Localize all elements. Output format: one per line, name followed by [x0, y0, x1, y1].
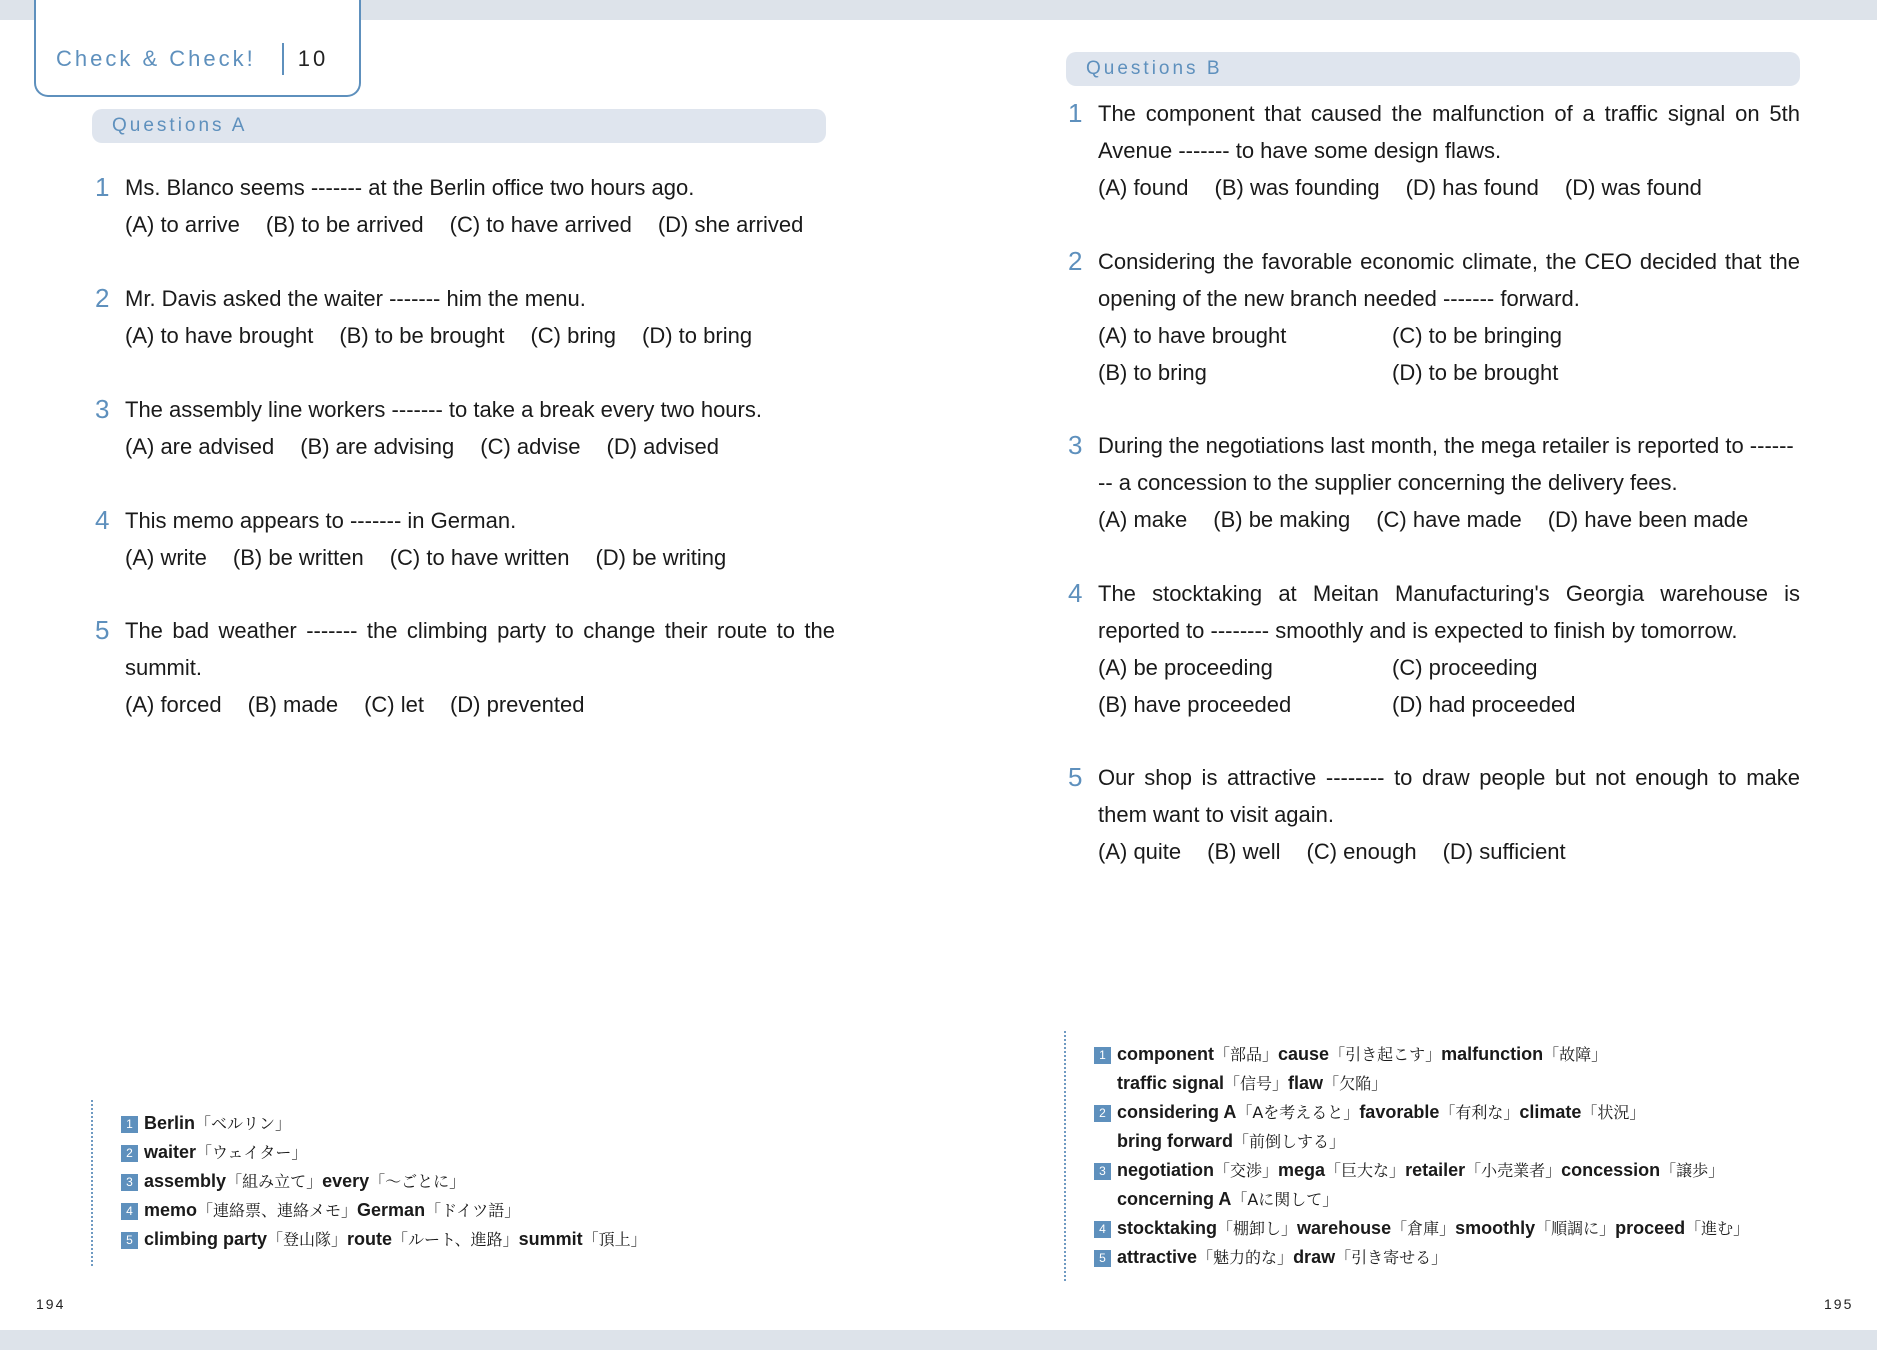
answer-options	[125, 428, 835, 465]
vocabulary-notes	[91, 1100, 731, 1266]
section-header-questions-b: Questions B	[1066, 52, 1800, 86]
left-page	[0, 20, 938, 1330]
option-c[interactable]: (C) bring	[530, 323, 617, 348]
vocab-gloss: 「順調に」	[1535, 1219, 1616, 1238]
vocab-number-badge: 4	[121, 1203, 138, 1220]
vocab-term: stocktaking	[1117, 1218, 1218, 1238]
vocab-gloss: 「倉庫」	[1391, 1219, 1456, 1238]
question-a4	[95, 502, 835, 576]
vocab-number-badge: 3	[121, 1174, 138, 1191]
vocab-term: climate	[1519, 1102, 1582, 1122]
vocab-term: Berlin	[144, 1113, 196, 1133]
question-b2	[1068, 243, 1800, 391]
question-a3	[95, 391, 835, 465]
question-stem: Our shop is attractive -------- to draw people but not enough to make them want to visit again.	[1098, 765, 1800, 827]
option-d[interactable]: (D) was found	[1564, 175, 1702, 200]
vocab-gloss: 「Aに関して」	[1231, 1190, 1339, 1209]
vocab-gloss: 「交渉」	[1214, 1161, 1279, 1180]
question-b4	[1068, 575, 1800, 723]
vocab-line	[121, 1167, 731, 1196]
vocab-gloss: 「連絡票、連絡メモ」	[197, 1201, 358, 1220]
option-c[interactable]: (C) to have arrived	[449, 212, 632, 237]
vocab-term: memo	[144, 1200, 198, 1220]
option-b[interactable]: (B) have proceeded	[1098, 692, 1292, 717]
option-a[interactable]: (A) forced	[125, 692, 222, 717]
vocab-number-badge: 2	[121, 1145, 138, 1162]
question-number: 4	[95, 505, 110, 535]
answer-options	[125, 686, 835, 723]
option-d[interactable]: (D) be writing	[595, 545, 727, 570]
vocab-line	[1094, 1127, 1784, 1156]
vocab-term: flaw	[1288, 1073, 1324, 1093]
vocab-line	[1094, 1214, 1784, 1243]
right-page	[938, 20, 1877, 1330]
vocab-term: bring forward	[1117, 1131, 1233, 1151]
vocab-gloss: 「頂上」	[582, 1230, 647, 1249]
book-spread	[0, 20, 1877, 1330]
vocab-gloss: 「魅力的な」	[1197, 1248, 1294, 1267]
answer-options	[1098, 833, 1800, 870]
question-stem: The stocktaking at Meitan Manufacturing's Georgia warehouse is reported to -------- smoothly and is expected to finish by tomorrow.	[1098, 581, 1800, 643]
option-c[interactable]: (C) to be bringing	[1392, 323, 1562, 348]
option-b[interactable]: (B) well	[1207, 839, 1281, 864]
vocab-term: waiter	[144, 1142, 197, 1162]
option-b[interactable]: (B) are advising	[300, 434, 455, 459]
option-a[interactable]: (A) are advised	[125, 434, 275, 459]
vocab-gloss: 「ルート、進路」	[392, 1230, 519, 1249]
vocab-number-badge: 3	[1094, 1163, 1111, 1180]
option-c[interactable]: (C) to have written	[389, 545, 570, 570]
option-a[interactable]: (A) write	[125, 545, 207, 570]
question-stem: Mr. Davis asked the waiter ------- him the menu.	[125, 286, 586, 311]
question-number: 2	[95, 283, 110, 313]
question-stem: The bad weather ------- the climbing party to change their route to the summit.	[125, 618, 835, 680]
option-b[interactable]: (B) made	[247, 692, 339, 717]
question-number: 5	[95, 615, 110, 645]
question-number: 1	[95, 172, 110, 202]
vocab-term: climbing party	[144, 1229, 268, 1249]
option-a[interactable]: (A) to have brought	[1098, 323, 1287, 348]
question-number: 5	[1068, 762, 1083, 792]
vocab-term: smoothly	[1455, 1218, 1536, 1238]
vocab-term: assembly	[144, 1171, 227, 1191]
answer-options	[1098, 649, 1800, 723]
question-b5	[1068, 759, 1800, 870]
chapter-divider	[282, 43, 284, 75]
vocab-term: warehouse	[1297, 1218, 1392, 1238]
vocab-term: concerning A	[1117, 1189, 1232, 1209]
answer-options	[1098, 317, 1800, 391]
vocab-term: mega	[1278, 1160, 1326, 1180]
vocab-line	[121, 1109, 731, 1138]
option-a[interactable]: (A) be proceeding	[1098, 655, 1273, 680]
vocab-gloss: 「状況」	[1581, 1103, 1646, 1122]
option-d[interactable]: (D) to bring	[642, 323, 753, 348]
vocab-gloss: 「Aを考えると」	[1236, 1103, 1360, 1122]
question-a2	[95, 280, 835, 354]
page-number: 194	[36, 1296, 66, 1312]
question-number: 3	[95, 394, 110, 424]
answer-options	[1098, 169, 1800, 206]
option-a[interactable]: (A) make	[1098, 507, 1188, 532]
option-d[interactable]: (D) prevented	[449, 692, 585, 717]
vocab-term: considering A	[1117, 1102, 1237, 1122]
question-number: 3	[1068, 430, 1083, 460]
vocab-line	[121, 1138, 731, 1167]
question-stem: This memo appears to ------- in German.	[125, 508, 517, 533]
answer-options	[125, 317, 835, 354]
option-b[interactable]: (B) be making	[1213, 507, 1351, 532]
option-a[interactable]: (A) found	[1098, 175, 1189, 200]
vocab-line	[1094, 1069, 1784, 1098]
vocab-gloss: 「棚卸し」	[1217, 1219, 1298, 1238]
option-c[interactable]: (C) advise	[480, 434, 581, 459]
option-a[interactable]: (A) to have brought	[125, 323, 314, 348]
vocab-number-badge: 2	[1094, 1105, 1111, 1122]
vocab-gloss: 「譲歩」	[1660, 1161, 1725, 1180]
option-d[interactable]: (D) sufficient	[1442, 839, 1566, 864]
vocab-line	[1094, 1040, 1784, 1069]
option-b[interactable]: (B) be written	[232, 545, 364, 570]
vocab-term: component	[1117, 1044, 1214, 1064]
vocab-term: traffic signal	[1117, 1073, 1225, 1093]
question-number: 4	[1068, 578, 1083, 608]
option-d[interactable]: (D) to be brought	[1392, 360, 1559, 385]
vocab-term: German	[357, 1200, 426, 1220]
vocab-gloss: 「故障」	[1543, 1045, 1608, 1064]
answer-options	[1098, 501, 1800, 538]
vocab-line	[121, 1196, 731, 1225]
vocab-term: cause	[1278, 1044, 1330, 1064]
vocab-term: favorable	[1359, 1102, 1440, 1122]
option-a[interactable]: (A) quite	[1098, 839, 1182, 864]
option-d[interactable]: (D) she arrived	[657, 212, 804, 237]
vocab-gloss: 「巨大な」	[1325, 1161, 1406, 1180]
option-a[interactable]: (A) to arrive	[125, 212, 240, 237]
vocab-term: summit	[518, 1229, 583, 1249]
vocab-gloss: 「引き起こす」	[1329, 1045, 1442, 1064]
vocab-line	[1094, 1185, 1784, 1214]
vocab-number-badge: 1	[1094, 1047, 1111, 1064]
vocab-gloss: 「引き寄せる」	[1335, 1248, 1448, 1267]
question-b3	[1068, 427, 1800, 538]
option-c[interactable]: (C) have made	[1376, 507, 1522, 532]
question-stem: Ms. Blanco seems ------- at the Berlin office two hours ago.	[125, 175, 695, 200]
question-a1	[95, 169, 835, 243]
vocab-gloss: 「信号」	[1224, 1074, 1289, 1093]
vocab-term: draw	[1293, 1247, 1336, 1267]
answer-options	[125, 206, 835, 243]
vocab-number-badge: 1	[121, 1116, 138, 1133]
question-stem: During the negotiations last month, the mega retailer is reported to -------- a concession to the supplier concerning the delivery fees.	[1098, 433, 1794, 495]
question-a5	[95, 612, 835, 723]
answer-options	[125, 539, 835, 576]
section-header-questions-a: Questions A	[92, 109, 826, 143]
option-b[interactable]: (B) to be arrived	[265, 212, 424, 237]
vocab-term: retailer	[1405, 1160, 1466, 1180]
option-b[interactable]: (B) was founding	[1214, 175, 1380, 200]
vocab-term: concession	[1561, 1160, 1661, 1180]
question-stem: The component that caused the malfunction of a traffic signal on 5th Avenue ------- to have some design flaws.	[1098, 101, 1800, 163]
vocabulary-notes	[1064, 1031, 1784, 1281]
vocab-term: attractive	[1117, 1247, 1198, 1267]
vocab-number-badge: 5	[121, 1232, 138, 1249]
vocab-gloss: 「小売業者」	[1465, 1161, 1562, 1180]
vocab-gloss: 「前倒しする」	[1233, 1132, 1346, 1151]
vocab-term: malfunction	[1441, 1044, 1544, 1064]
vocab-number-badge: 4	[1094, 1221, 1111, 1238]
vocab-gloss: 「進む」	[1685, 1219, 1750, 1238]
option-c[interactable]: (C) proceeding	[1392, 655, 1538, 680]
vocab-gloss: 「ベルリン」	[195, 1114, 292, 1133]
vocab-term: negotiation	[1117, 1160, 1214, 1180]
vocab-line	[1094, 1156, 1784, 1185]
vocab-gloss: 「ドイツ語」	[425, 1201, 521, 1220]
vocab-gloss: 「有利な」	[1439, 1103, 1520, 1122]
question-b1	[1068, 95, 1800, 206]
vocab-line	[121, 1225, 731, 1254]
vocab-number-badge: 5	[1094, 1250, 1111, 1267]
option-d[interactable]: (D) advised	[606, 434, 719, 459]
option-c[interactable]: (C) enough	[1306, 839, 1417, 864]
vocab-line	[1094, 1098, 1784, 1127]
question-number: 1	[1068, 98, 1083, 128]
chapter-title: Check & Check!	[56, 45, 256, 71]
page-number: 195	[1824, 1296, 1854, 1312]
option-c[interactable]: (D) has found	[1405, 175, 1539, 200]
option-b[interactable]: (B) to be brought	[339, 323, 505, 348]
question-stem: Considering the favorable economic climate, the CEO decided that the opening of the new branch needed ------- forward.	[1098, 249, 1800, 311]
option-d[interactable]: (D) had proceeded	[1392, 692, 1576, 717]
vocab-term: every	[322, 1171, 370, 1191]
vocab-gloss: 「欠陥」	[1323, 1074, 1388, 1093]
chapter-tab	[34, 0, 361, 97]
vocab-gloss: 「組み立て」	[226, 1172, 323, 1191]
option-b[interactable]: (B) to bring	[1098, 360, 1207, 385]
vocab-term: route	[347, 1229, 393, 1249]
vocab-term: proceed	[1615, 1218, 1686, 1238]
vocab-gloss: 「～ごとに」	[369, 1172, 466, 1191]
option-c[interactable]: (C) let	[364, 692, 424, 717]
vocab-gloss: 「登山隊」	[267, 1230, 348, 1249]
vocab-gloss: 「ウェイター」	[196, 1143, 308, 1162]
question-number: 2	[1068, 246, 1083, 276]
vocab-line	[1094, 1243, 1784, 1272]
question-stem: The assembly line workers ------- to take a break every two hours.	[125, 397, 762, 422]
option-d[interactable]: (D) have been made	[1547, 507, 1749, 532]
chapter-number: 10	[297, 45, 329, 71]
vocab-gloss: 「部品」	[1214, 1045, 1279, 1064]
